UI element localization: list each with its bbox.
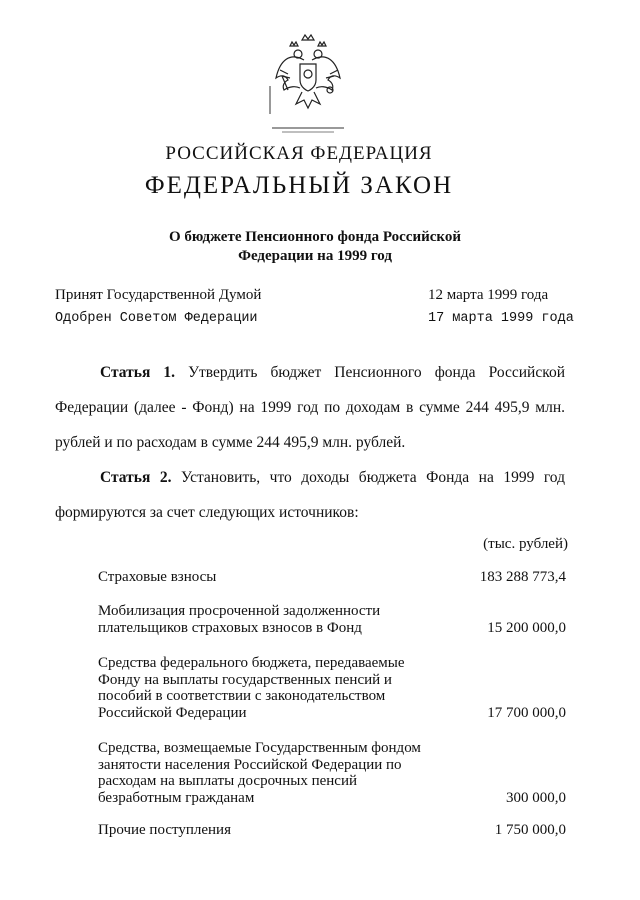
law-type-heading: ФЕДЕРАЛЬНЫЙ ЗАКОН <box>144 172 454 199</box>
income-row-label: Мобилизация просроченной задолженности плательщиков страховых взносов в Фонд <box>98 603 381 636</box>
income-row-value: 1 750 000,0 <box>494 822 566 838</box>
table-unit: (тыс. рублей) <box>483 536 568 552</box>
article-1 <box>55 355 565 460</box>
article-1-label: Статья 1. <box>100 364 176 381</box>
income-row <box>98 655 566 721</box>
income-row-value: 15 200 000,0 <box>487 619 566 636</box>
income-row <box>98 603 566 636</box>
income-row-value: 17 700 000,0 <box>487 704 566 721</box>
article-2-text: Установить, что доходы бюджета Фонда на 1999 год формируются за счет следующих источников: <box>55 469 565 521</box>
income-row-label: Средства федерального бюджета, передаваемые Фонду на выплаты государственных пенсий и пособий в соответствии с законодательством Российской Федерации <box>98 655 405 721</box>
law-title-line: О бюджете Пенсионного фонда Российской <box>169 229 461 245</box>
income-row-label: Страховые взносы <box>98 569 217 585</box>
coat-of-arms-emblem-icon <box>268 30 348 136</box>
income-row-label: Средства, возмещаемые Государственным фондом занятости населения Российской Федерации по расходам на выплаты досрочных пенсий безработным гражданам <box>98 740 421 806</box>
income-row <box>98 822 566 839</box>
adoption-council-label: Одобрен Советом Федерации <box>55 311 258 326</box>
income-row <box>98 740 566 806</box>
law-title-line: Федерации на 1999 год <box>238 248 392 264</box>
article-2-label: Статья 2. <box>100 469 172 486</box>
adoption-council-date: 17 марта 1999 года <box>428 311 574 326</box>
income-row-value: 300 000,0 <box>506 789 566 806</box>
country-heading: РОССИЙСКАЯ ФЕДЕРАЦИЯ <box>165 143 433 164</box>
article-2 <box>55 460 565 530</box>
income-row-value: 183 288 773,4 <box>479 569 566 585</box>
adoption-duma-date: 12 марта 1999 года <box>428 287 549 303</box>
article-1-text: Утвердить бюджет Пенсионного фонда Российской Федерации (далее - Фонд) на 1999 год по доходам в сумме 244 495,9 млн. рублей и по расходам в сумме 244 495,9 млн. рублей. <box>55 364 565 451</box>
law-title <box>0 228 630 266</box>
income-row <box>98 569 566 586</box>
income-row-label: Прочие поступления <box>98 822 231 838</box>
adoption-duma-label: Принят Государственной Думой <box>55 287 262 303</box>
